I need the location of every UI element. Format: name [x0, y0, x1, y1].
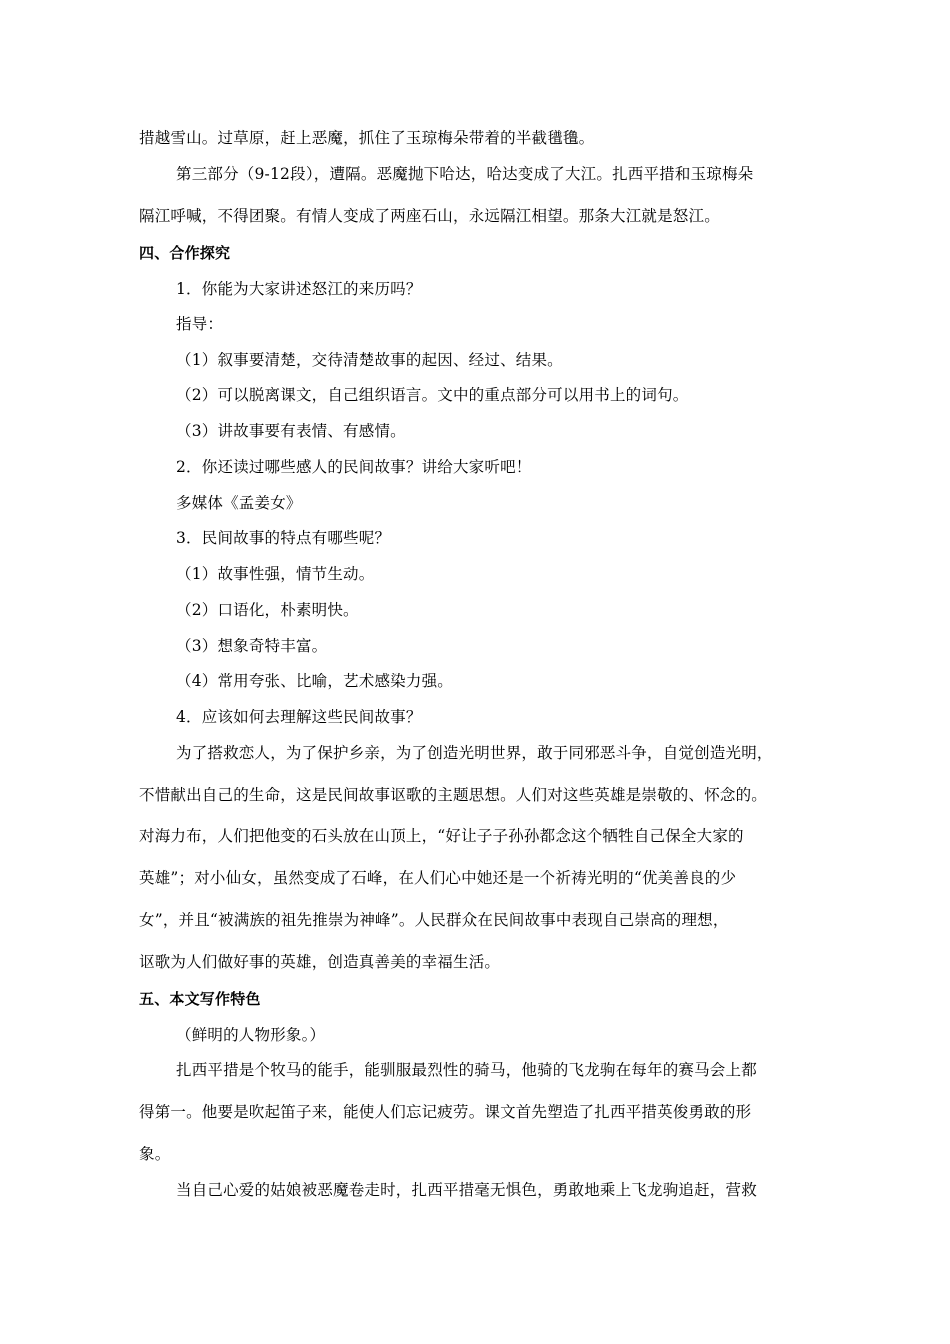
question-item: 2．你还读过哪些感人的民间故事？讲给大家听吧！ [176, 458, 532, 476]
section-heading: 四、合作探究 [139, 244, 231, 262]
list-item: （1）故事性强，情节生动。 [176, 565, 375, 583]
body-text-line: 讴歌为人们做好事的英雄，创造真善美的幸福生活。 [139, 953, 501, 971]
body-text-line: 措越雪山。过草原，赶上恶魔，抓住了玉琼梅朵带着的半截氆氇。 [139, 129, 595, 147]
body-text-line: 当自己心爱的姑娘被恶魔卷走时，扎西平措毫无惧色，勇敢地乘上飞龙驹追赶，营救 [176, 1181, 757, 1199]
body-text-line: （鲜明的人物形象。） [176, 1026, 326, 1044]
body-text-line: 不惜献出自己的生命，这是民间故事讴歌的主题思想。人们对这些英雄是崇敬的、怀念的。 [139, 786, 768, 804]
body-text-line: 扎西平措是个牧马的能手，能驯服最烈性的骑马，他骑的飞龙驹在每年的赛马会上都 [176, 1061, 757, 1079]
question-item: 4．应该如何去理解这些民间故事？ [176, 708, 422, 726]
list-item: （3）讲故事要有表情、有感情。 [176, 422, 406, 440]
body-text-line: 隔江呼喊，不得团聚。有情人变成了两座石山，永远隔江相望。那条大江就是怒江。 [139, 207, 720, 225]
body-text-line: 女”，并且“被满族的祖先推崇为神峰”。人民群众在民间故事中表现自己崇高的理想， [139, 911, 729, 929]
body-text-line: 指导： [176, 315, 224, 333]
body-text-line: 得第一。他要是吹起笛子来，能使人们忘记疲劳。课文首先塑造了扎西平措英俊勇敢的形 [139, 1103, 752, 1121]
body-text-line: 第三部分（9-12段），遭隔。恶魔抛下哈达，哈达变成了大江。扎西平措和玉琼梅朵 [176, 165, 754, 183]
body-text-line: 为了搭救恋人，为了保护乡亲，为了创造光明世界，敢于同邪恶斗争，自觉创造光明， [176, 744, 773, 762]
list-item: （1）叙事要清楚，交待清楚故事的起因、经过、结果。 [176, 351, 563, 369]
list-item: （2）口语化，朴素明快。 [176, 601, 359, 619]
body-text-line: 英雄”；对小仙女，虽然变成了石峰，在人们心中她还是一个祈祷光明的“优美善良的少 [139, 869, 737, 887]
body-text-line: 多媒体《孟姜女》 [176, 494, 302, 512]
list-item: （2）可以脱离课文，自己组织语言。文中的重点部分可以用书上的词句。 [176, 386, 689, 404]
question-item: 3．民间故事的特点有哪些呢？ [176, 529, 391, 547]
list-item: （4）常用夸张、比喻，艺术感染力强。 [176, 672, 453, 690]
question-item: 1．你能为大家讲述怒江的来历吗？ [176, 280, 422, 298]
body-text-line: 对海力布，人们把他变的石头放在山顶上，“好让子子孙孙都念这个牺牲自己保全大家的 [139, 827, 744, 845]
list-item: （3）想象奇特丰富。 [176, 637, 328, 655]
section-heading: 五、本文写作特色 [139, 990, 261, 1008]
body-text-line: 象。 [139, 1145, 171, 1163]
